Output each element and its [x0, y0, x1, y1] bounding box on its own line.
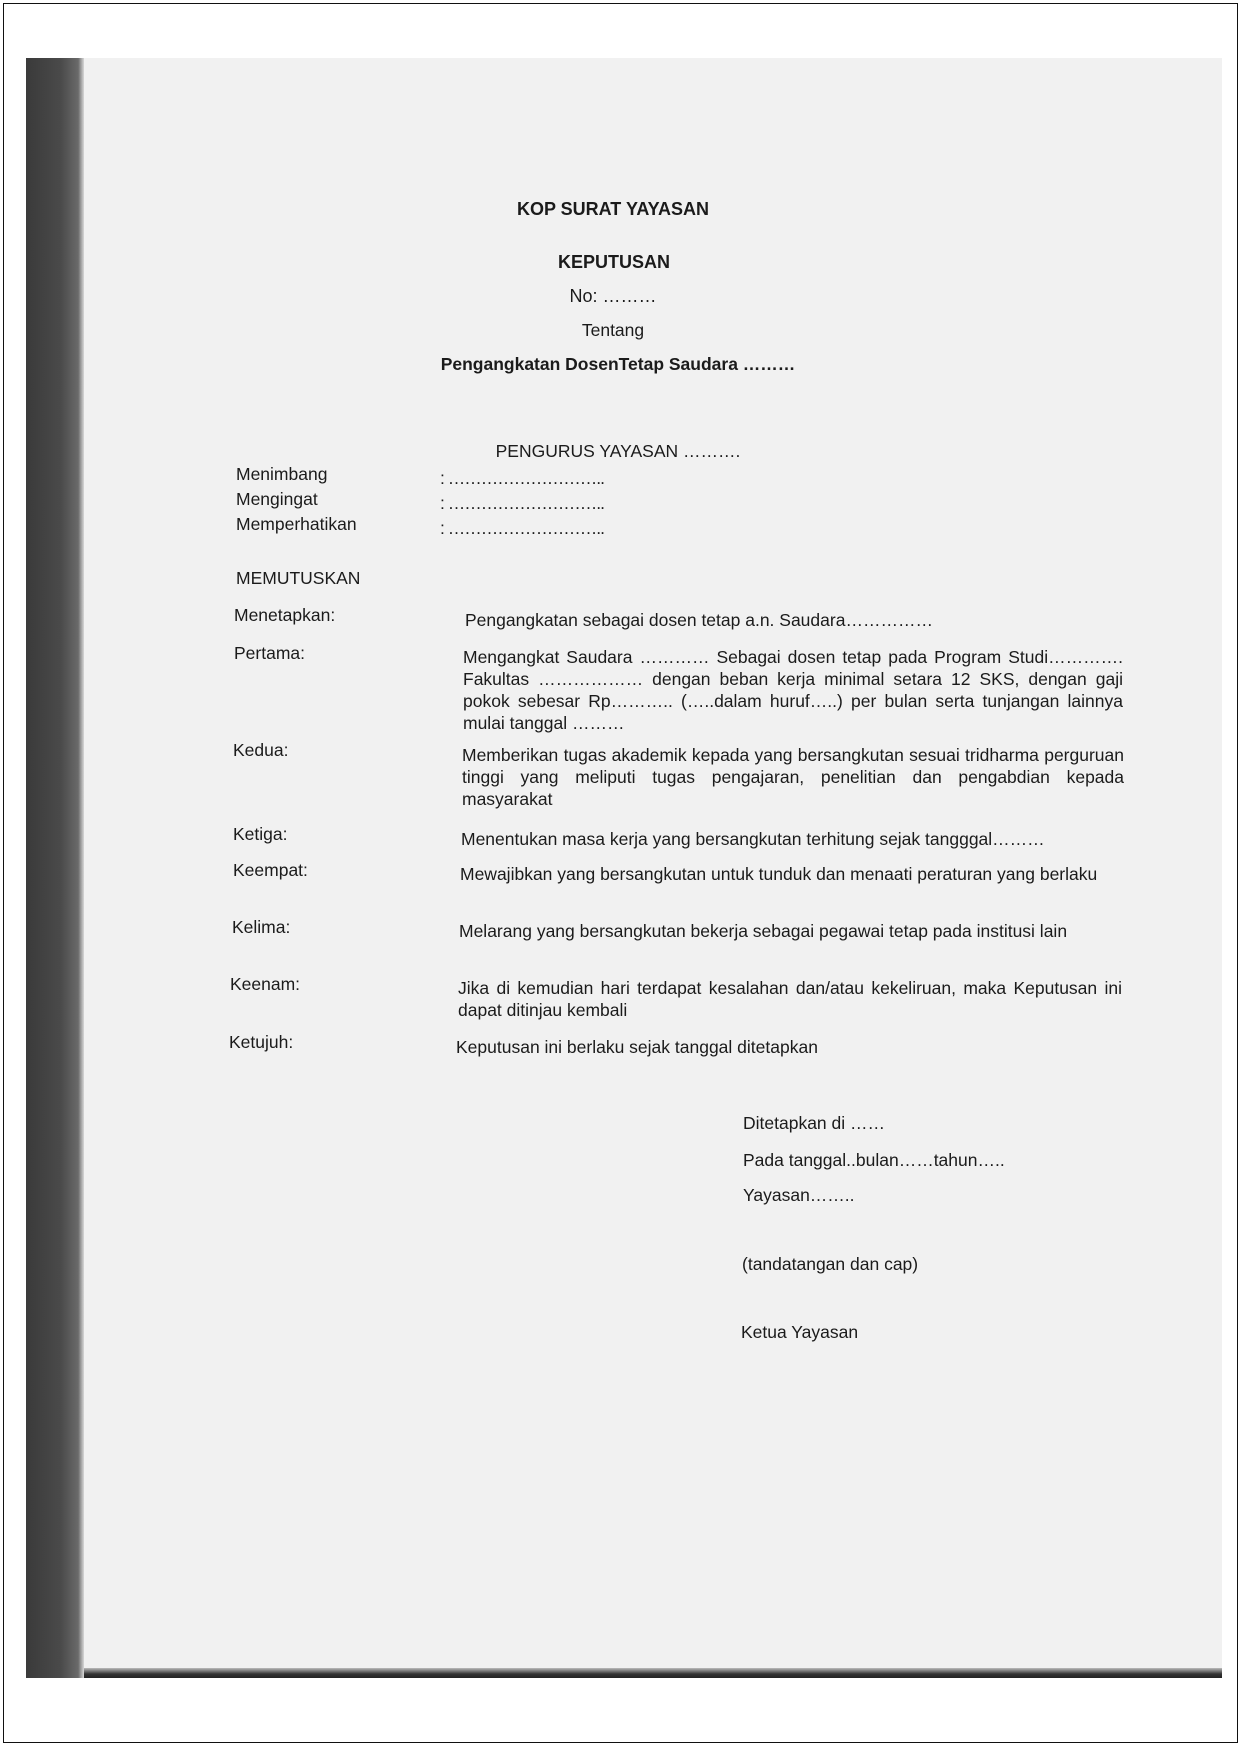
clause-text-ketiga: Menentukan masa kerja yang bersangkutan terhitung sejak tangggal……… [461, 829, 1045, 849]
clause-label-ketiga: Ketiga: [233, 824, 288, 844]
clause-text-ketujuh: Keputusan ini berlaku sejak tanggal ditetapkan [456, 1037, 818, 1057]
consideration-value-mengingat: : ……………………….. [440, 493, 604, 513]
signature-place: Ditetapkan di …… [743, 1113, 886, 1133]
clause-label-pertama: Pertama: [234, 643, 305, 663]
consideration-label-menimbang: Menimbang [236, 464, 328, 484]
tentang-label: Tentang [581, 320, 645, 340]
consideration-label-memperhatikan: Memperhatikan [236, 514, 357, 534]
consideration-value-memperhatikan: : ……………………….. [440, 518, 604, 538]
binding-spine [26, 58, 84, 1678]
page-bottom-shadow [84, 1668, 1222, 1678]
clause-label-kedua: Kedua: [233, 740, 289, 760]
consideration-value-menimbang: : ……………………….. [440, 468, 604, 488]
clause-text-pertama: Mengangkat Saudara ………… Sebagai dosen tetap pada Program Studi…………. Fakultas ……………… dengan beban kerja minimal setara 12 SKS, dengan gaji pokok sebesar Rp……….. (…..dalam huruf…..) per bulan serta tunjangan lainnya mulai tanggal ……… [463, 647, 1123, 733]
document-number: No: ……… [569, 286, 657, 306]
clause-label-ketujuh: Ketujuh: [229, 1032, 294, 1052]
clause-label-keempat: Keempat: [233, 860, 308, 880]
document-title: KEPUTUSAN [557, 252, 670, 272]
signature-date: Pada tanggal..bulan……tahun….. [743, 1150, 1005, 1170]
decision-heading: MEMUTUSKAN [236, 568, 361, 588]
clause-text-keempat: Mewajibkan yang bersangkutan untuk tunduk dan menaati peraturan yang berlaku [460, 864, 1098, 884]
document-page [84, 58, 1222, 1668]
clause-label-kelima: Kelima: [232, 917, 291, 937]
clause-text-menetapkan: Pengangkatan sebagai dosen tetap a.n. Saudara…………… [465, 610, 933, 630]
decision-subject: Pengangkatan DosenTetap Saudara ……… [440, 354, 796, 374]
clause-label-menetapkan: Menetapkan: [234, 605, 336, 625]
clause-text-kedua: Memberikan tugas akademik kepada yang bersangkutan sesuai tridharma perguruan tinggi yang meliputi tugas pengajaran, penelitian dan pengabdian kepada masyarakat [462, 745, 1124, 809]
signatory-position: Ketua Yayasan [741, 1322, 859, 1342]
letterhead-placeholder: KOP SURAT YAYASAN [516, 199, 710, 219]
signature-organization: Yayasan…….. [743, 1185, 855, 1205]
scanned-document [26, 58, 1222, 1678]
signature-placeholder: (tandatangan dan cap) [742, 1254, 919, 1274]
consideration-label-mengingat: Mengingat [236, 489, 318, 509]
clause-text-kelima: Melarang yang bersangkutan bekerja sebagai pegawai tetap pada institusi lain [459, 921, 1068, 941]
clause-text-keenam: Jika di kemudian hari terdapat kesalahan dan/atau kekeliruan, maka Keputusan ini dapat ditinjau kembali [458, 978, 1122, 1020]
clause-label-keenam: Keenam: [230, 974, 301, 994]
issuer-line: PENGURUS YAYASAN ………. [495, 441, 741, 461]
